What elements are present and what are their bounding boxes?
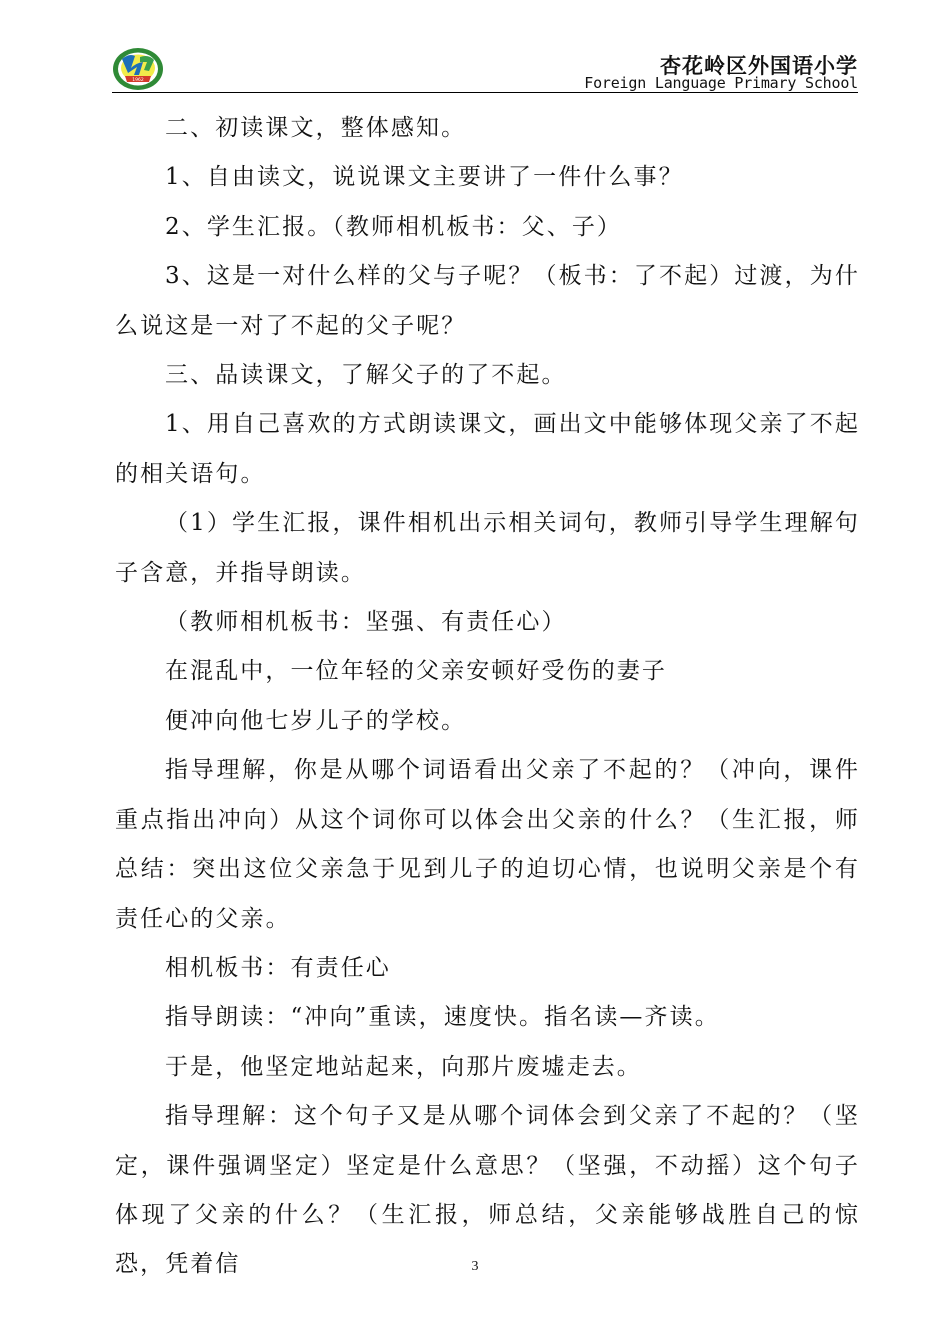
document-body: [115, 104, 860, 1290]
school-emblem-icon: [112, 47, 164, 91]
paragraph: 相机板书：有责任心: [165, 954, 391, 981]
quoted-sentence: 在混乱中，一位年轻的父亲安顿好受伤的妻子: [165, 658, 667, 685]
quoted-sentence: 便冲向他七岁儿子的学校。: [165, 707, 467, 734]
page-header: [112, 44, 858, 94]
quoted-sentence: 于是，他坚定地站起来，向那片废墟走去。: [165, 1053, 642, 1080]
paragraph: 2、学生汇报。（教师相机板书：父、子）: [165, 213, 623, 240]
paragraph: 指导理解，你是从哪个词语看出父亲了不起的？（冲向，课件重点指出冲向）从这个词你可以体会出父亲的什么？（生汇报，师总结：突出这位父亲急于见到儿子的迫切心情，也说明父亲是个有责任心的父亲。: [115, 757, 860, 932]
section-heading: 二、初读课文，整体感知。: [165, 115, 467, 141]
paragraph: 3、这是一对什么样的父与子呢？（板书：了不起）过渡，为什么说这是一对了不起的父子呢？: [115, 263, 860, 339]
paragraph: 指导朗读：“冲向”重读，速度快。指名读—齐读。: [165, 1004, 720, 1031]
paragraph: 指导理解：这个句子又是从哪个词体会到父亲了不起的？（坚定，课件强调坚定）坚定是什么意思？（坚强，不动摇）这个句子体现了父亲的什么？（生汇报，师总结，父亲能够战胜自己的惊恐，凭着信: [115, 1103, 860, 1278]
paragraph: （1）学生汇报，课件相机出示相关词句，教师引导学生理解句子含意，并指导朗读。: [115, 510, 860, 586]
school-name-cn: 杏花岭区外国语小学: [660, 54, 858, 78]
section-heading: 三、品读课文，了解父子的了不起。: [165, 362, 567, 389]
paragraph: （教师相机板书：坚强、有责任心）: [165, 609, 567, 636]
paragraph: 1、用自己喜欢的方式朗读课文，画出文中能够体现父亲了不起的相关语句。: [115, 411, 860, 487]
header-divider: [112, 92, 858, 93]
school-name-en: Foreign Language Primary School: [584, 74, 858, 92]
paragraph: 1、自由读文，说说课文主要讲了一件什么事？: [165, 164, 684, 191]
svg-text:1962: 1962: [132, 78, 144, 83]
page-number: 3: [471, 1259, 479, 1274]
